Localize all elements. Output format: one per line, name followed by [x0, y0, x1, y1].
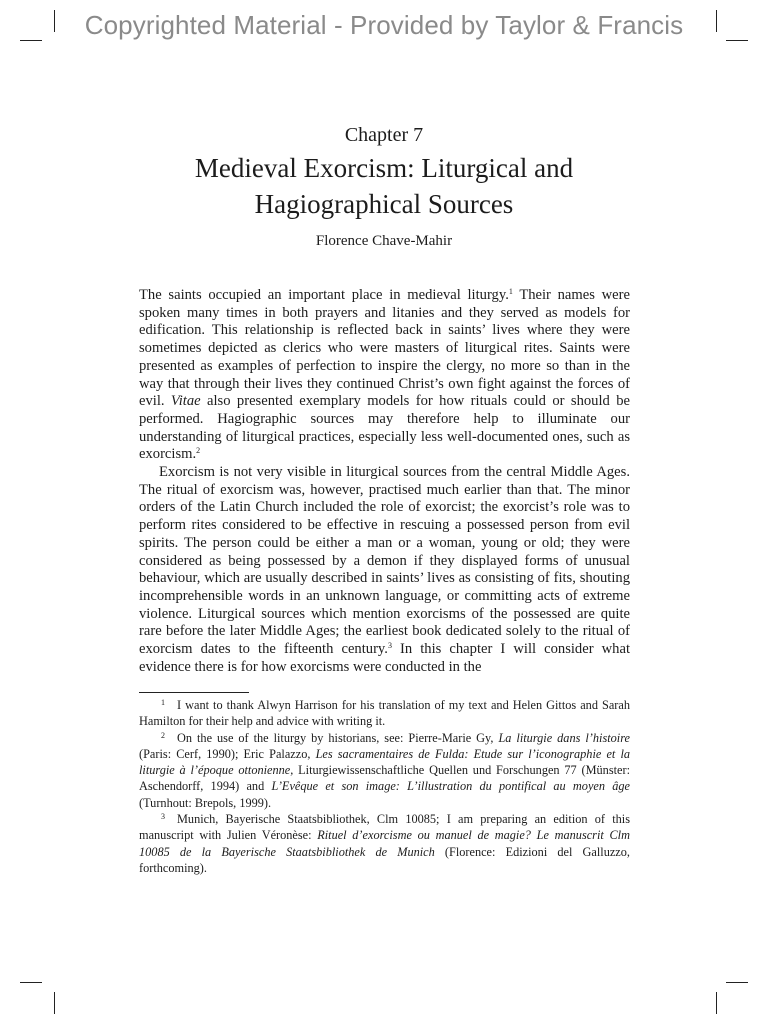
footnote-ref-2[interactable]: 2 — [196, 446, 201, 456]
copyright-banner: Copyrighted Material - Provided by Taylor & Francis — [84, 10, 684, 40]
chapter-author: Florence Chave-Mahir — [315, 233, 453, 249]
chapter-label: Chapter 7 — [344, 124, 424, 146]
paragraph-2: Exorcism is not very visible in liturgical sources from the central Middle Ages. The ritual of exorcism was, however, practised much earlier than that. The minor orders of the Latin Church included the role of exorcist; the exorcist’s role was to perform rites considered to be effective in rescuing a possessed person from evil spirits. The person could be either a man or a woman, young or old; they were considered as being possessed by a demon if they displayed forms of unusual behaviour, which are usually described in saints’ lives as consisting of fits, shouting incomprehensible words in an unknown language, or committing acts of extreme violence. Liturgical sources which mention exorcisms of the possessed are quite rare before the later Middle Ages; the earliest book dedicated solely to the ritual of exorcism dates to the fifteenth century.$^3$ In this chapter I will consider what evidence there is for how exorcisms were conducted in the — [139, 464, 631, 675]
chapter-title-line-2: Hagiographical Sources — [254, 189, 514, 219]
footnote-2: $^2$ On the use of the liturgy by historians, see: Pierre-Marie Gy, La liturgie dans l’histoire (Paris: Cerf, 1990); Eric Palazzo, Les sacramentaires de Fulda: Etude sur l’iconographie et la liturgie à l’époque ottonienne, Liturgiewissenschaftliche Quellen und Forschungen 77 (Münster: Aschendorff, 1994) and L’Evêque et son image: L’illustration du pontifical au moyen âge (Turnhout: Brepols, 1999). — [139, 730, 631, 810]
paragraph-1: The saints occupied an important place in medieval liturgy.$^1$ Their names were spoken many times in both prayers and litanies and they served as models for edification. This relationship is reflected back in saints’ lives where they were sometimes depicted as clerics who were masters of liturgical rites. Saints were presented as examples of perfection to inspire the clergy, no more so than in the way that through their lives they continued Christ’s own fight against the forces of evil. Vitae also presented exemplary models for how rituals could or should be performed. Hagiographic sources may therefore help to illuminate our understanding of liturgical practices, especially less well-documented ones, such as exorcism.$^2$ — [139, 287, 630, 463]
crop-mark-bottom-right-vertical — [716, 992, 717, 1014]
footnote-number: 2 — [161, 730, 165, 740]
crop-mark-bottom-left-vertical — [54, 992, 55, 1014]
body-text — [139, 287, 630, 676]
chapter-title — [120, 150, 648, 222]
footnote-number: 1 — [161, 698, 165, 707]
footnote-ref-1[interactable]: 1 — [508, 287, 513, 296]
footnote-3: $^3$ Munich, Bayerische Staatsbibliothek, Clm 10085; I am preparing an edition of this manuscript with Julien Véronèse: Rituel d’exorcisme ou manuel de magie? Le manuscrit Clm 10085 de la Bayerische Staatsbibliothek de Munich (Florence: Edizioni del Galluzzo, forthcoming). — [139, 812, 630, 875]
footnotes — [139, 697, 630, 876]
footnote-divider — [139, 692, 249, 693]
footnote-ref-3[interactable]: 3 — [387, 641, 392, 651]
footnote-number: 3 — [161, 812, 165, 822]
footnote-1: $^1$ I want to thank Alwyn Harrison for his translation of my text and Helen Gittos and Sarah Hamilton for their help and advice with writing it. — [139, 698, 630, 729]
crop-mark-bottom-left-horizontal — [20, 982, 42, 983]
crop-mark-bottom-right-horizontal — [726, 982, 748, 983]
chapter-title-line-1: Medieval Exorcism: Liturgical and — [194, 153, 574, 183]
